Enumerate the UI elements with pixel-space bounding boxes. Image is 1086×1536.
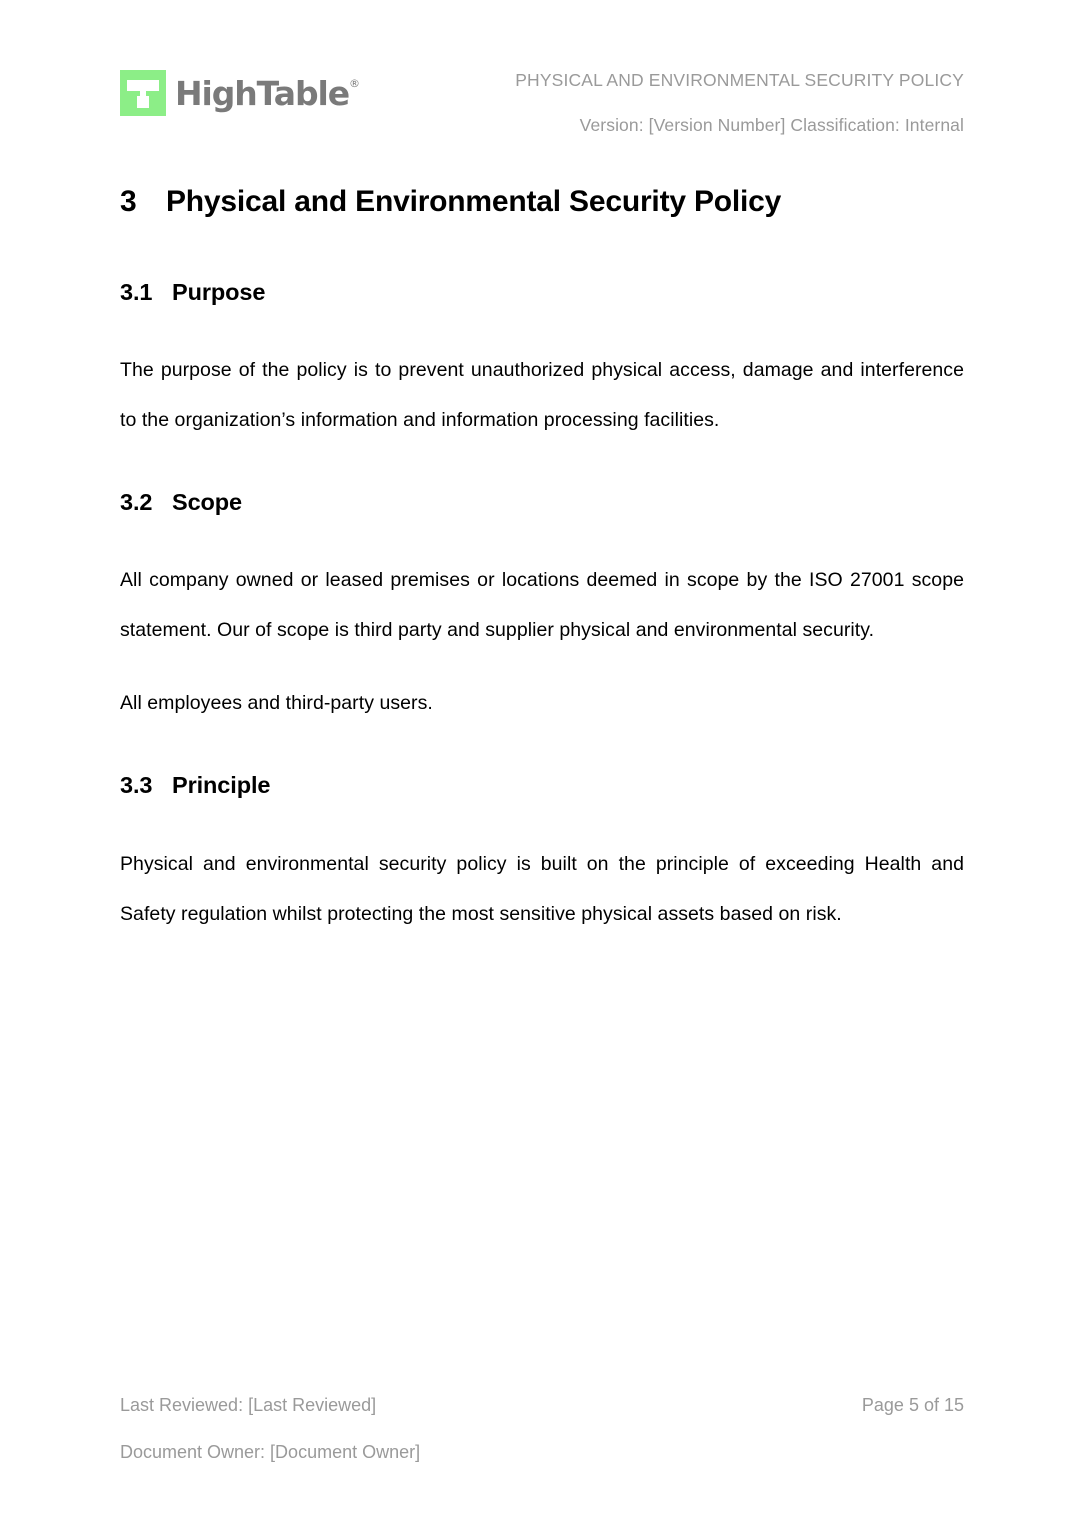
logo-wordmark-text: HighTable — [175, 73, 349, 113]
header-version-classification: Version: [Version Number] Classification: Internal — [579, 114, 964, 135]
subsection-heading-principle — [120, 771, 964, 800]
trademark-icon: ® — [349, 76, 360, 90]
page-footer — [120, 1396, 964, 1461]
page-header — [120, 62, 964, 152]
subsection-number: 3.1 — [120, 278, 153, 305]
footer-row-bottom — [120, 1443, 964, 1461]
subsection-title: Principle — [172, 772, 271, 799]
document-body — [120, 183, 964, 939]
header-document-title: PHYSICAL AND ENVIRONMENTAL SECURITY POLICY — [515, 70, 964, 90]
subsection-number: 3.3 — [120, 772, 153, 799]
header-meta — [515, 62, 964, 134]
subsection-title: Purpose — [172, 278, 266, 305]
subsection-title: Scope — [172, 488, 243, 515]
footer-document-owner: Document Owner: [Document Owner] — [120, 1442, 421, 1462]
paragraph-scope-1: All company owned or leased premises or locations deemed in scope by the ISO 27001 scope statement. Our of scope is third party and supplier physical and environmental security. — [120, 569, 964, 642]
paragraph-principle: Physical and environmental security policy is built on the principle of exceeding Health and Safety regulation whilst protecting the most sensitive physical assets based on risk. — [120, 852, 964, 925]
paragraph-purpose: The purpose of the policy is to prevent unauthorized physical access, damage and interference to the organization’s information and information processing facilities. — [120, 358, 964, 431]
subsection-heading-purpose — [120, 278, 964, 307]
hightable-logo — [120, 70, 360, 116]
table-icon-top-bar — [127, 80, 159, 91]
section-heading-number: 3 — [120, 185, 137, 218]
logo-wordmark — [175, 73, 360, 113]
section-heading — [120, 183, 964, 221]
subsection-number: 3.2 — [120, 488, 153, 515]
section-heading-title: Physical and Environmental Security Policy — [166, 185, 782, 218]
subsection-heading-scope — [120, 488, 964, 517]
footer-page-number: Page 5 of 15 — [861, 1395, 964, 1415]
footer-row-top — [120, 1396, 964, 1414]
footer-last-reviewed: Last Reviewed: [Last Reviewed] — [120, 1395, 377, 1415]
table-icon — [120, 70, 166, 116]
paragraph-scope-2: All employees and third-party users. — [120, 692, 433, 715]
table-icon-base — [137, 96, 149, 108]
